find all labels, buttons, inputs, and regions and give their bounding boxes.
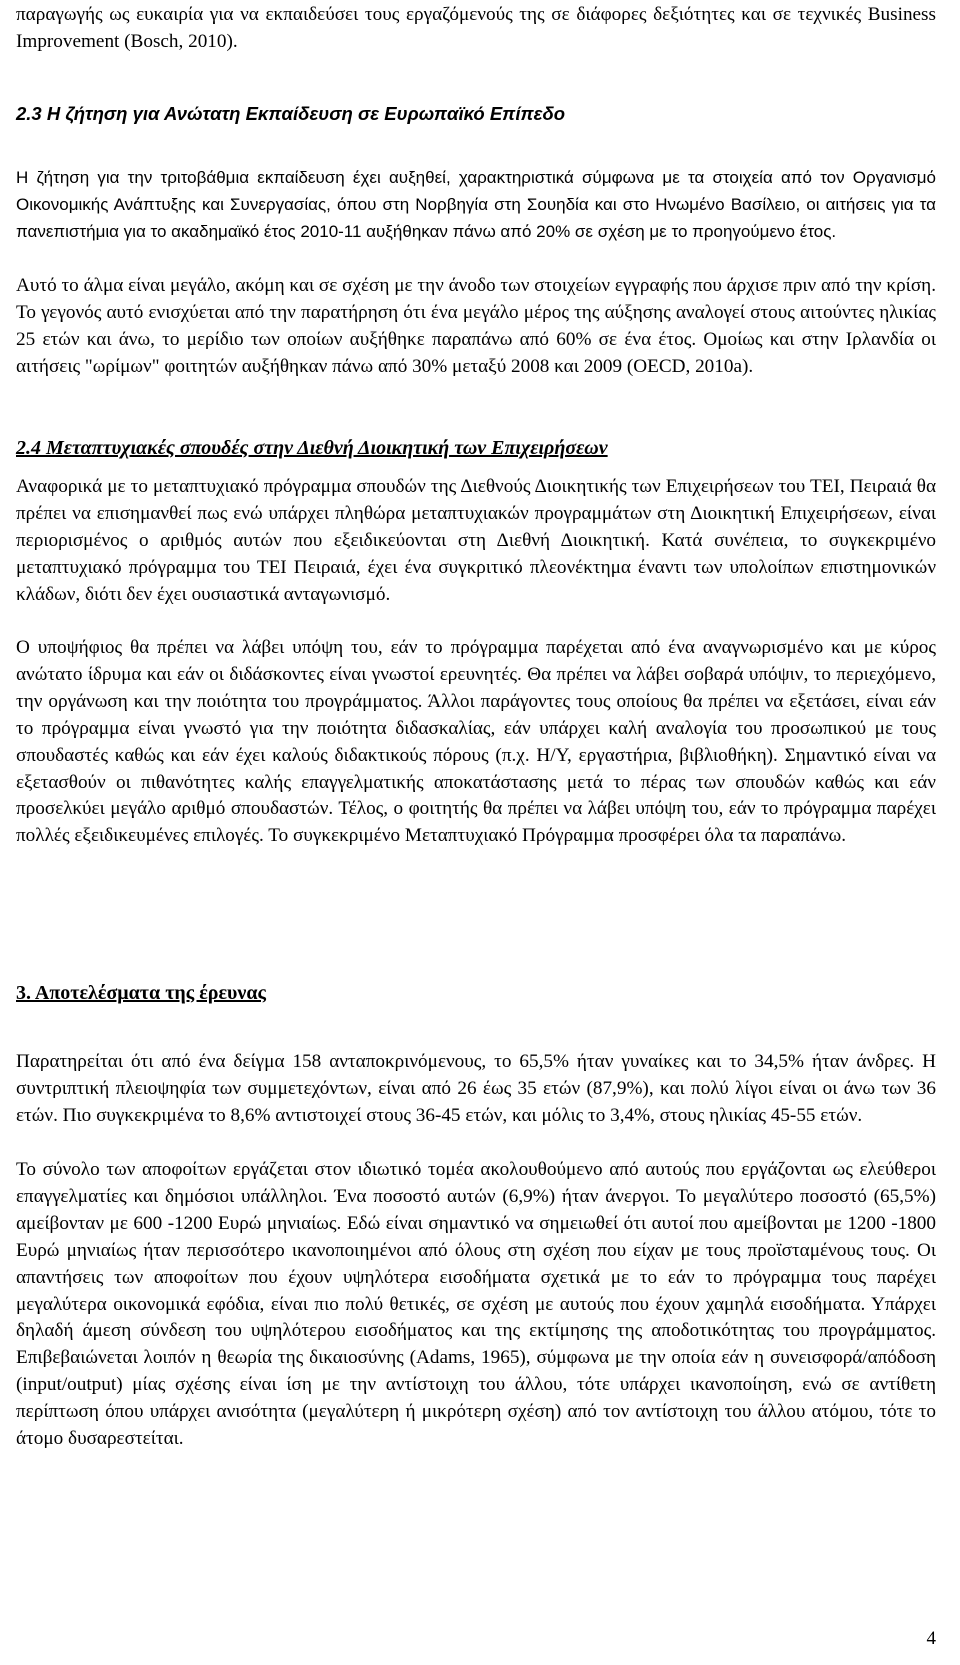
- section-3-paragraph-a: Παρατηρείται ότι από ένα δείγμα 158 ανταποκρινόμενους, το 65,5% ήταν γυναίκες και το 34,5% ήταν άνδρες. Η συντριπτική πλειοψηφία των συμμετεχόντων, είναι από 26 έως 35 ετών (87,9%), και πολύ λίγοι είναι οι άνω των 36 ετών. Πιο συγκεκριμένα το 8,6% αντιστοιχεί στους 36-45 ετών, και μόλις το 3,4%, στους ηλικίας 45-55 ετών.: [16, 1051, 936, 1126]
- section-3-heading: 3. Αποτελέσματα της έρευνας: [16, 982, 266, 1004]
- section-2-3-paragraph-a: Η ζήτηση για την τριτοβάθμια εκπαίδευση έχει αυξηθεί, χαρακτηριστικά σύμφωνα με τα στοιχεία από τον Οργανισμό Οικονομικής Ανάπτυξης και Συνεργασίας, όπου στη Νορβηγία στη Σουηδία και στο Ηνωμένο Βασίλειο, οι αιτήσεις για τα πανεπιστήμια για το ακαδημαϊκό έτος 2010-11 αυξήθηκαν πάνω από 20% σε σχέση με το προηγούμενο έτος.: [16, 168, 936, 241]
- section-2-3-paragraph-b: Αυτό το άλμα είναι μεγάλο, ακόμη και σε σχέση με την άνοδο των στοιχείων εγγραφής που άρχισε πριν από την κρίση. Το γεγονός αυτό ενισχύεται από την παρατήρηση ότι ένα μεγάλο μέρος της αύξησης αναλογεί στους αιτούντες ηλικίας 25 ετών και άνω, το μερίδιο των οποίων αυξήθηκε παραπάνω από 60% σε ένα έτος. Ομοίως και στην Ιρλανδία οι αιτήσεις "ωρίμων" φοιτητών αυξήθηκαν πάνω από 30% μεταξύ 2008 και 2009 (OECD, 2010a).: [16, 275, 936, 377]
- section-2-4-paragraph-b: Ο υποψήφιος θα πρέπει να λάβει υπόψη του, εάν το πρόγραμμα παρέχεται από ένα αναγνωρισμένο και με κύρος ανώτατο ίδρυμα και εάν οι διδάσκοντες είναι γνωστοί ερευνητές. Θα πρέπει να λάβει σοβαρά υπόψιν, το περιεχόμενο, την οργάνωση και την ποιότητα του προγράμματος. Άλλοι παράγοντες τους οποίους θα πρέπει να εξετάσει, είναι εάν το πρόγραμμα είναι γνωστό για την ποιότητα διδασκαλίας, εάν υπάρχει καλή αναλογία του προσωπικού με τους σπουδαστές καθώς και εάν έχει καλούς διδακτικούς πόρους (π.χ. Η/Υ, εργαστήρια, βιβλιοθήκη). Σημαντικό είναι να εξετασθούν οι πιθανότητες καλής επαγγελματικής αποκατάστασης μετά το πέρας των σπουδών καθώς και εάν προσελκύει μεγάλο αριθμό σπουδαστών. Τέλος, ο φοιτητής θα πρέπει να λάβει υπόψη του, εάν το πρόγραμμα παρέχει πολλές εξειδικευμένες επιλογές. Το συγκεκριμένο Μεταπτυχιακό Πρόγραμμα προσφέρει όλα τα παραπάνω.: [16, 637, 936, 847]
- section-2-3-heading: 2.3 Η ζήτηση για Ανώτατη Εκπαίδευση σε Ευρωπαϊκό Επίπεδο: [16, 103, 566, 124]
- section-2-4-heading: 2.4 Μεταπτυχιακές σπουδές στην Διεθνή Διοικητική των Επιχειρήσεων: [16, 437, 608, 459]
- section-2-4-paragraph-a: Αναφορικά με το μεταπτυχιακό πρόγραμμα σπουδών της Διεθνούς Διοικητικής των Επιχειρήσεων του ΤΕΙ, Πειραιά θα πρέπει να επισημανθεί πως ενώ υπάρχει πληθώρα μεταπτυχιακών προγραμμάτων στη Διοικητική Επιχειρήσεων, είναι περιορισμένος ο αριθμός αυτών που εξειδικεύονται στη Διεθνή Διοικητική. Κατά συνέπεια, το συγκεκριμένο μεταπτυχιακό πρόγραμμα του ΤΕΙ Πειραιά, έχει ένα συγκριτικό πλεονέκτημα έναντι των υπολοίπων επιστημονικών κλάδων, διότι δεν έχει ουσιαστικά ανταγωνισμό.: [16, 476, 936, 605]
- section-3-paragraph-b: Το σύνολο των αποφοίτων εργάζεται στον ιδιωτικό τομέα ακολουθούμενο από αυτούς που εργάζονται ως ελεύθεροι επαγγελματίες και δημόσιοι υπάλληλοι. Ένα ποσοστό αυτών (6,9%) ήταν άνεργοι. Το μεγαλύτερο ποσοστό (65,5%) αμείβονταν με 600 -1200 Ευρώ μηνιαίως. Εδώ είναι σημαντικό να σημειωθεί ότι αυτοί που αμείβονται με 1200 -1800 Ευρώ μηνιαίως ήταν περισσότερο ικανοποιημένοι από όλους στη σχέση που είχαν με τους προϊσταμένους τους. Οι απαντήσεις των αποφοίτων που έχουν υψηλότερα εισοδήματα σχετικά με το εάν το πρόγραμμα τους παρέχει μεγαλύτερα οικονομικά εφόδια, είναι πιο πολύ θετικές, σε σχέση με αυτούς που έχουν χαμηλά εισοδήματα. Υπάρχει δηλαδή άμεση σύνδεση του υψηλότερου εισοδήματος και της εκτίμησης της αποδοτικότητας του προγράμματος. Επιβεβαιώνεται λοιπόν η θεωρία της δικαιοσύνης (Adams, 1965), σύμφωνα με την οποία εάν η συνεισφορά/απόδοση (input/output) μίας σχέσης είναι ίση με την αντίστοιχη του άλλου, τότε υπάρχει ικανοποίηση, ενώ σε αντίθετη περίπτωση όπου υπάρχει ανισότητα (μεγαλύτερη ή μικρότερη σχέση) από τον αντίστοιχη του άλλου ατόμου, τότε το άτομο δυσαρεστείται.: [16, 1159, 936, 1450]
- intro-paragraph: παραγωγής ως ευκαιρία για να εκπαιδεύσει τους εργαζόμενούς της σε διάφορες δεξιότητες και σε τεχνικές Business Improvement (Bosch, 2010).: [16, 4, 936, 52]
- page-number: 4: [926, 1628, 936, 1649]
